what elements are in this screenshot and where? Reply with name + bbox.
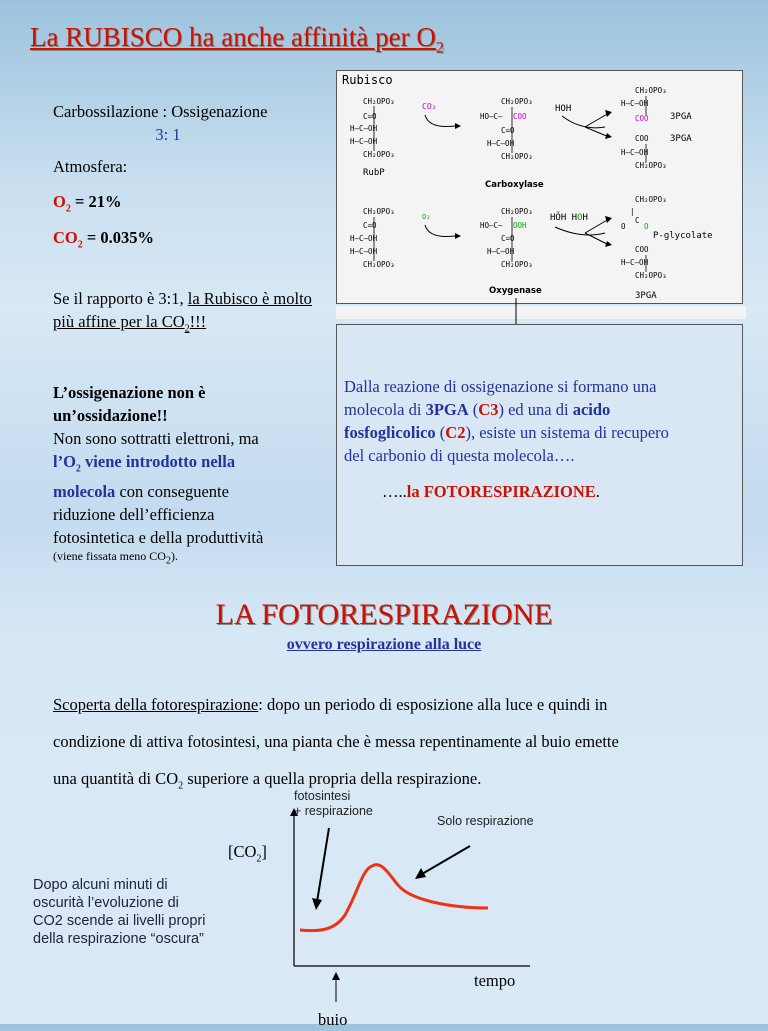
pglycolate-label: P-glycolate [653, 231, 713, 241]
co2-curve [300, 865, 488, 931]
svg-text:HO—C—: HO—C— [480, 112, 503, 121]
svg-text:CH₂OPO₃: CH₂OPO₃ [635, 86, 667, 95]
carboxylase-products [621, 86, 692, 170]
oxygenation-arrow [425, 225, 455, 237]
oxygenation-text: L’ossigenazione non è un’ossidazione!! Non sono sottratti elettroni, ma $l’O_2$ viene introdotto nella molecola con conseguente riduzione dell’efficienza fotosintetica e della produttività (viene fissata meno $CO_2$). [53, 383, 264, 567]
atmosphere-label: Atmosfera: [53, 157, 128, 176]
svg-text:C=O: C=O [363, 112, 377, 121]
hydrolysis-arrow-top [562, 116, 605, 128]
pga-label-2: 3PGA [670, 134, 692, 144]
dark-label: buio [318, 1010, 348, 1029]
callout-text: Dalla reazione di ossigenazione si formano una molecola di 3PGA (C3) ed una di acido fosfoglicolico (C2), esiste un sistema di recupero del carbonio di questa molecola…. …..la FOTORESPIRAZIONE. [344, 377, 669, 501]
co2-reagent: CO₂ [422, 102, 437, 111]
oxygenase-label: Oxygenase [489, 286, 542, 296]
co2-percentage: $CO_2 = 0.035\%$ [53, 228, 155, 251]
o2-reagent: O₂ [422, 213, 431, 221]
svg-text:CH₂OPO₃: CH₂OPO₃ [363, 150, 395, 159]
svg-text:CH₂OPO₃: CH₂OPO₃ [501, 152, 533, 161]
svg-text:H—C—OH: H—C—OH [621, 99, 649, 108]
section-subtitle: ovvero respirazione alla luce [286, 636, 482, 653]
annotation-respiration: Solo respirazione [437, 814, 534, 828]
pga-label-1: 3PGA [670, 112, 692, 122]
hoh-label: HOH [555, 104, 572, 114]
x-axis-label: tempo [474, 971, 516, 990]
annotation-photosynthesis: fotosintesi + respirazione [294, 789, 373, 818]
hydrolysis-arrow-bottom [555, 227, 605, 235]
carboxy-intermediate [480, 97, 533, 161]
svg-text:H—C—OH: H—C—OH [350, 247, 378, 256]
svg-text:C=O: C=O [501, 126, 515, 135]
rubisco-reaction-scheme [336, 70, 743, 304]
discovery-paragraph: Scoperta della fotorespirazione: dopo un periodo di esposizione alla luce e quindi in condizione di attiva fotosintesi, una pianta che è messa repentinamente al buio emette una quantità di $CO_2$ superiore a quella propria della respirazione. [53, 695, 619, 792]
oxygenase-products [621, 195, 713, 301]
svg-text:CH₂OPO₃: CH₂OPO₃ [363, 260, 395, 269]
carboxylation-arrow [425, 115, 455, 127]
pga-label-3: 3PGA [635, 291, 657, 301]
svg-text:C=O: C=O [363, 221, 377, 230]
svg-text:C=O: C=O [501, 234, 515, 243]
svg-text:CH₂OPO₃: CH₂OPO₃ [363, 207, 395, 216]
svg-text:HO—C—: HO—C— [480, 221, 503, 230]
svg-text:COO: COO [635, 245, 649, 254]
svg-text:CH₂OPO₃: CH₂OPO₃ [635, 271, 667, 280]
svg-text:CH₂OPO₃: CH₂OPO₃ [501, 97, 533, 106]
rubp-molecule [350, 97, 395, 178]
svg-text:OOH: OOH [513, 221, 527, 230]
svg-text:CH₂OPO₃: CH₂OPO₃ [635, 195, 667, 204]
graph-note: Dopo alcuni minuti di oscurità l’evoluzione di CO2 scende ai livelli propri della respirazione “oscura” [33, 877, 206, 947]
carboxylase-label: Carboxylase [485, 180, 544, 190]
oxy-intermediate [480, 207, 533, 269]
rubp-molecule-2 [350, 207, 395, 269]
arrow-respiration [422, 846, 470, 874]
ratio-value: 3: 1 [155, 125, 181, 144]
o2-percentage: $O_2 = 21\%$ [53, 192, 122, 215]
svg-text:COO: COO [513, 112, 527, 121]
divider-strip [336, 306, 746, 319]
svg-text:H—C—OH: H—C—OH [350, 124, 378, 133]
svg-text:CH₂OPO₃: CH₂OPO₃ [501, 207, 533, 216]
svg-text:CH₂OPO₃: CH₂OPO₃ [363, 97, 395, 106]
svg-text:COO: COO [635, 114, 649, 123]
svg-text:H—C—OH: H—C—OH [487, 247, 515, 256]
reaction-scheme-svg [337, 71, 742, 303]
affinity-text: Se il rapporto è 3:1, la Rubisco è molto più affine per la $CO_2$!!! [53, 289, 312, 335]
svg-text:|: | [630, 207, 635, 216]
ratio-block [53, 100, 323, 146]
svg-text:H—C—OH: H—C—OH [621, 258, 649, 267]
arrow-photosynthesis [317, 828, 329, 902]
svg-text:COO: COO [635, 134, 649, 143]
rubp-label: RubP [363, 168, 385, 178]
svg-text:H—C—OH: H—C—OH [350, 234, 378, 243]
svg-text:CH₂OPO₃: CH₂OPO₃ [501, 260, 533, 269]
section-title: LA FOTORESPIRAZIONE [215, 598, 553, 631]
y-axis-label: $[CO_2]$ [228, 842, 267, 865]
svg-text:C: C [635, 216, 640, 225]
svg-text:O: O [644, 222, 649, 231]
ratio-label: Carbossilazione : Ossigenazione [53, 102, 268, 121]
svg-text:H—C—OH: H—C—OH [487, 139, 515, 148]
svg-text:H—C—OH: H—C—OH [621, 148, 649, 157]
svg-text:O: O [621, 222, 626, 231]
svg-text:CH₂OPO₃: CH₂OPO₃ [635, 161, 667, 170]
page-title: La RUBISCO ha anche affinità per $O_2$ [30, 22, 444, 57]
svg-text:HÕH HOH: HÕH HOH [550, 213, 588, 223]
svg-text:H—C—OH: H—C—OH [350, 137, 378, 146]
scheme-title: Rubisco [342, 73, 393, 87]
